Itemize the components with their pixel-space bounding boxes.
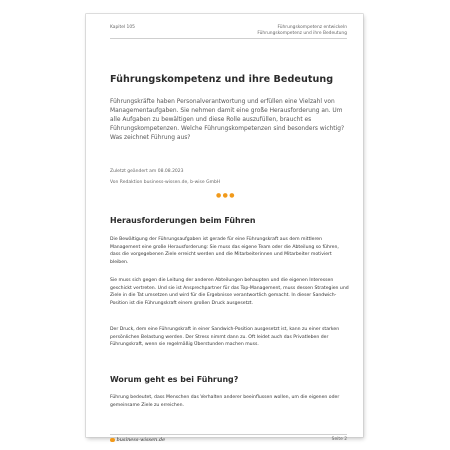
- section-heading-leadership: Worum geht es bei Führung?: [110, 375, 239, 384]
- footer-divider: [110, 434, 347, 435]
- updated-date: Zuletzt geändert am 08.08.2023: [110, 169, 184, 174]
- paragraph: Sie muss sich gegen die Leitung der anderen Abteilungen behaupten und die eigenen Interessen geschickt vertreten. Und sie ist Ansprechpartner für das Top-Management, muss dessen Strategien und Ziele in die Tat umsetzen und wird für die Ergebnisse verantwortlich gemacht. In dieser Sandwich-Position ist die Führungskraft einem großen Druck ausgesetzt.: [110, 278, 349, 306]
- header-divider: [110, 38, 347, 39]
- article-title: Führungskompetenz und ihre Bedeutung: [110, 74, 334, 85]
- header-subsection: Führungskompetenz und ihre Bedeutung: [257, 30, 347, 36]
- document-page: [86, 14, 363, 443]
- header-section: Führungskompetenz entwickeln: [277, 25, 347, 30]
- header-chapter: Kapitel 105: [110, 25, 135, 30]
- author-line: Von Redaktion business-wissen.de, b-wise GmbH: [110, 180, 221, 185]
- header-breadcrumb: [257, 25, 347, 37]
- paragraph: Die Bewältigung der Führungsaufgaben ist gerade für eine Führungskraft aus dem mittleren Management eine große Herausforderung: Sie muss das eigene Team oder die Abteilung so führen, dass die vorgegebenen Ziele erreicht werden und die Mitarbeiterinnen und Mitarbeiter motiviert bleiben.: [110, 237, 339, 265]
- paragraph: Der Druck, dem eine Führungskraft in einer Sandwich-Position ausgesetzt ist, kann zu einer starken persönlichen Belastung werden. Der Stress nimmt dann zu. Oft leidet auch das Privatleben der Führungskraft, wenn sie regelmäßig Überstunden machen muss.: [110, 327, 340, 348]
- section-heading-challenges: Herausforderungen beim Führen: [110, 216, 256, 225]
- page-number: Seite 2: [331, 437, 347, 442]
- paragraph: Führung bedeutet, dass Menschen das Verhalten anderer beeinflussen wollen, um die eigenen oder gemeinsame Ziele zu erreichen.: [110, 395, 340, 408]
- separator-dots-icon: ●●●: [216, 192, 236, 199]
- logo-dot-icon: [110, 438, 115, 443]
- logo-text: business-wissen.de: [116, 437, 166, 443]
- footer-logo: [110, 437, 165, 443]
- article-lead: Führungskräfte haben Personalverantwortung und erfüllen eine Vielzahl von Managementaufgaben. Sie nehmen damit eine große Herausforderung an. Um alle Aufgaben zu bewältigen und diese Rolle auszufüllen, braucht es Führungskompetenzen. Welche Führungskompetenzen sind besonders wichtig? Was zeichnet Führung aus?: [110, 99, 345, 141]
